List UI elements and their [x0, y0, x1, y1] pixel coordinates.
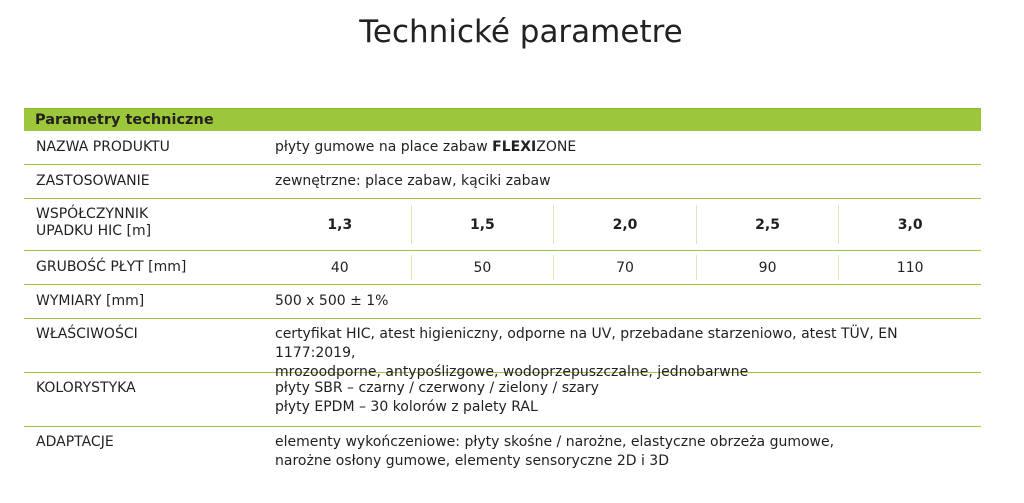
brand-zone: ZONE	[536, 139, 577, 155]
row-label-line1: WSPÓŁCZYNNIK	[36, 206, 149, 222]
row-product-name	[24, 131, 981, 165]
row-application	[24, 165, 981, 199]
row-colors	[24, 373, 981, 427]
hic-values	[269, 205, 981, 244]
row-adaptation	[24, 427, 981, 480]
row-label: ADAPTACJE	[36, 434, 114, 450]
row-label: GRUBOŚĆ PŁYT [mm]	[36, 259, 187, 275]
hic-value: 1,5	[411, 205, 554, 244]
row-label: KOLORYSTYKA	[36, 380, 136, 396]
row-value: zewnętrzne: place zabaw, kąciki zabaw	[275, 173, 551, 189]
thickness-values	[269, 255, 981, 280]
row-value: 500 x 500 ± 1%	[275, 293, 389, 309]
row-value	[275, 379, 599, 417]
thickness-value: 90	[696, 255, 839, 280]
brand-flexi: FLEXI	[492, 139, 537, 155]
row-value-line1: certyfikat HIC, atest higieniczny, odporne na UV, przebadane starzeniowo, atest TÜV, EN 1177:2019,	[275, 326, 898, 361]
row-value-line1: płyty SBR – czarny / czerwony / zielony / szary	[275, 380, 599, 396]
row-hic	[24, 199, 981, 251]
row-value-line2: płyty EPDM – 30 kolorów z palety RAL	[275, 399, 538, 415]
table-header: Parametry techniczne	[24, 108, 981, 131]
thickness-value: 110	[838, 255, 981, 280]
row-value-line1: elementy wykończeniowe: płyty skośne / narożne, elastyczne obrzeża gumowe,	[275, 434, 835, 450]
hic-value: 2,0	[553, 205, 696, 244]
row-label	[36, 206, 256, 240]
row-label: WŁAŚCIWOŚCI	[36, 326, 138, 342]
product-name-text: płyty gumowe na place zabaw	[275, 139, 493, 155]
row-properties	[24, 319, 981, 380]
row-label: WYMIARY [mm]	[36, 293, 145, 309]
thickness-value: 70	[553, 255, 696, 280]
row-label: NAZWA PRODUKTU	[36, 139, 170, 155]
row-thickness	[24, 251, 981, 285]
thickness-value: 40	[330, 259, 349, 276]
row-label-line2: UPADKU HIC [m]	[36, 223, 152, 239]
spec-table	[24, 108, 981, 480]
row-value	[275, 138, 576, 157]
hic-value: 1,3	[327, 216, 353, 233]
row-label: ZASTOSOWANIE	[36, 173, 150, 189]
row-value-line2: mrozoodporne, antypoślizgowe, wodoprzepuszczalne, jednobarwne	[275, 364, 749, 380]
row-dimensions	[24, 285, 981, 319]
row-value	[275, 433, 834, 471]
row-value-line2: narożne osłony gumowe, elementy sensoryczne 2D i 3D	[275, 453, 669, 469]
hic-value: 2,5	[696, 205, 839, 244]
thickness-value: 50	[411, 255, 554, 280]
hic-value: 3,0	[838, 205, 981, 244]
page-title: Technické parametre	[359, 14, 683, 50]
